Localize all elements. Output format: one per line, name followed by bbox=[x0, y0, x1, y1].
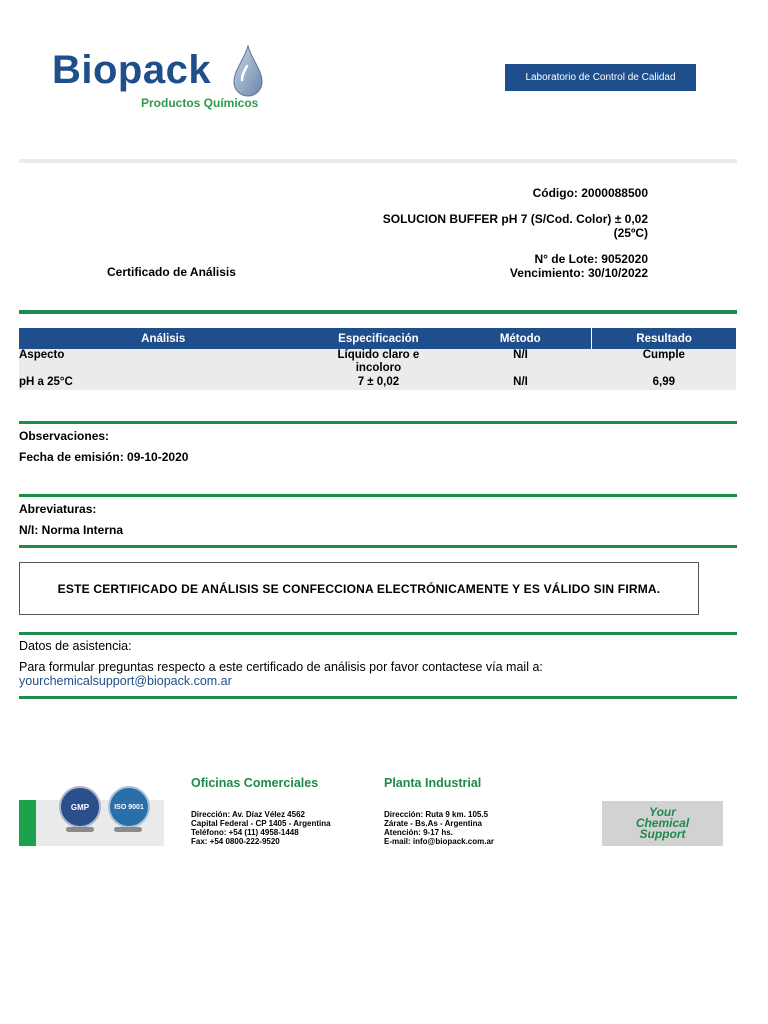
offices-line: Capital Federal - CP 1405 - Argentina bbox=[191, 819, 331, 828]
footer-accent-bar bbox=[19, 800, 36, 846]
seal-shadow bbox=[66, 827, 94, 832]
support-word: Your bbox=[649, 805, 676, 819]
table-cell: N/I bbox=[449, 349, 591, 376]
table-header: Método bbox=[449, 328, 591, 349]
spec-text: Líquido claro e incoloro bbox=[337, 349, 420, 374]
electronic-validity-notice: ESTE CERTIFICADO DE ANÁLISIS SE CONFECCIONA ELECTRÓNICAMENTE Y ES VÁLIDO SIN FIRMA. bbox=[19, 562, 699, 615]
company-logo-text: Biopack bbox=[52, 48, 212, 92]
lot-number: N° de Lote: 9052020 bbox=[534, 252, 648, 266]
offices-line: Dirección: Av. Díaz Vélez 4562 bbox=[191, 810, 305, 819]
assistance-label: Datos de asistencia: bbox=[19, 639, 132, 653]
section-divider bbox=[19, 494, 737, 497]
product-code: Código: 2000088500 bbox=[532, 186, 648, 200]
table-header: Análisis bbox=[19, 328, 307, 349]
water-drop-logo-icon bbox=[232, 44, 264, 98]
table-cell: 7 ± 0,02 bbox=[307, 376, 449, 390]
plant-line: Atención: 9-17 hs. bbox=[384, 828, 453, 837]
expiry-date: Vencimiento: 30/10/2022 bbox=[509, 266, 648, 280]
abbreviations-label: Abreviaturas: bbox=[19, 502, 97, 516]
gmp-seal-icon bbox=[59, 786, 101, 828]
assistance-text: Para formular preguntas respecto a este certificado de análisis por favor contactese vía mail a: bbox=[19, 660, 543, 674]
product-name-line: SOLUCION BUFFER pH 7 (S/Cod. Color) ± 0,02 bbox=[382, 212, 648, 226]
offices-title: Oficinas Comerciales bbox=[191, 776, 319, 790]
plant-address bbox=[384, 810, 494, 846]
table-cell: Aspecto bbox=[19, 349, 307, 376]
support-email-link[interactable]: yourchemicalsupport@biopack.com.ar bbox=[19, 674, 232, 688]
product-name bbox=[328, 212, 648, 240]
emission-date: Fecha de emisión: 09-10-2020 bbox=[19, 450, 189, 464]
table-cell bbox=[307, 349, 449, 376]
table-cell: pH a 25°C bbox=[19, 376, 307, 390]
observations-label: Observaciones: bbox=[19, 429, 110, 443]
plant-line: E-mail: info@biopack.com.ar bbox=[384, 837, 495, 846]
table-row bbox=[19, 349, 736, 376]
plant-line: Zárate - Bs.As - Argentina bbox=[384, 819, 482, 828]
section-divider bbox=[19, 421, 737, 424]
header-divider bbox=[19, 159, 737, 163]
offices-line: Fax: +54 0800-222-9520 bbox=[191, 837, 280, 846]
lot-info bbox=[510, 252, 648, 280]
table-header: Especificación bbox=[307, 328, 449, 349]
company-logo-subtitle: Productos Químicos bbox=[141, 96, 259, 110]
table-cell: N/I bbox=[449, 376, 591, 390]
plant-title: Planta Industrial bbox=[384, 776, 482, 790]
gmp-seal-label: GMP bbox=[70, 802, 90, 812]
offices-address bbox=[191, 810, 331, 846]
section-divider bbox=[19, 310, 737, 314]
section-divider bbox=[19, 632, 737, 635]
section-divider bbox=[19, 545, 737, 548]
plant-line: Dirección: Ruta 9 km. 105.5 bbox=[384, 810, 489, 819]
seal-shadow bbox=[114, 827, 142, 832]
certificate-title: Certificado de Análisis bbox=[107, 265, 236, 279]
section-divider bbox=[19, 696, 737, 699]
lab-badge: Laboratorio de Control de Calidad bbox=[505, 64, 696, 91]
offices-line: Teléfono: +54 (11) 4958-1448 bbox=[191, 828, 299, 837]
product-name-line: (25ºC) bbox=[613, 226, 648, 240]
table-row bbox=[19, 376, 736, 390]
support-word: Chemical bbox=[635, 816, 690, 830]
iso-seal-label: ISO 9001 bbox=[114, 803, 144, 811]
analysis-table bbox=[19, 328, 736, 390]
chemical-support-logo bbox=[602, 801, 723, 846]
table-header: Resultado bbox=[592, 328, 736, 349]
iso-seal-icon bbox=[108, 786, 150, 828]
table-cell: 6,99 bbox=[592, 376, 736, 390]
table-cell: Cumple bbox=[592, 349, 736, 376]
support-word: Support bbox=[639, 827, 686, 841]
abbreviation-ni: N/I: Norma Interna bbox=[19, 523, 124, 537]
